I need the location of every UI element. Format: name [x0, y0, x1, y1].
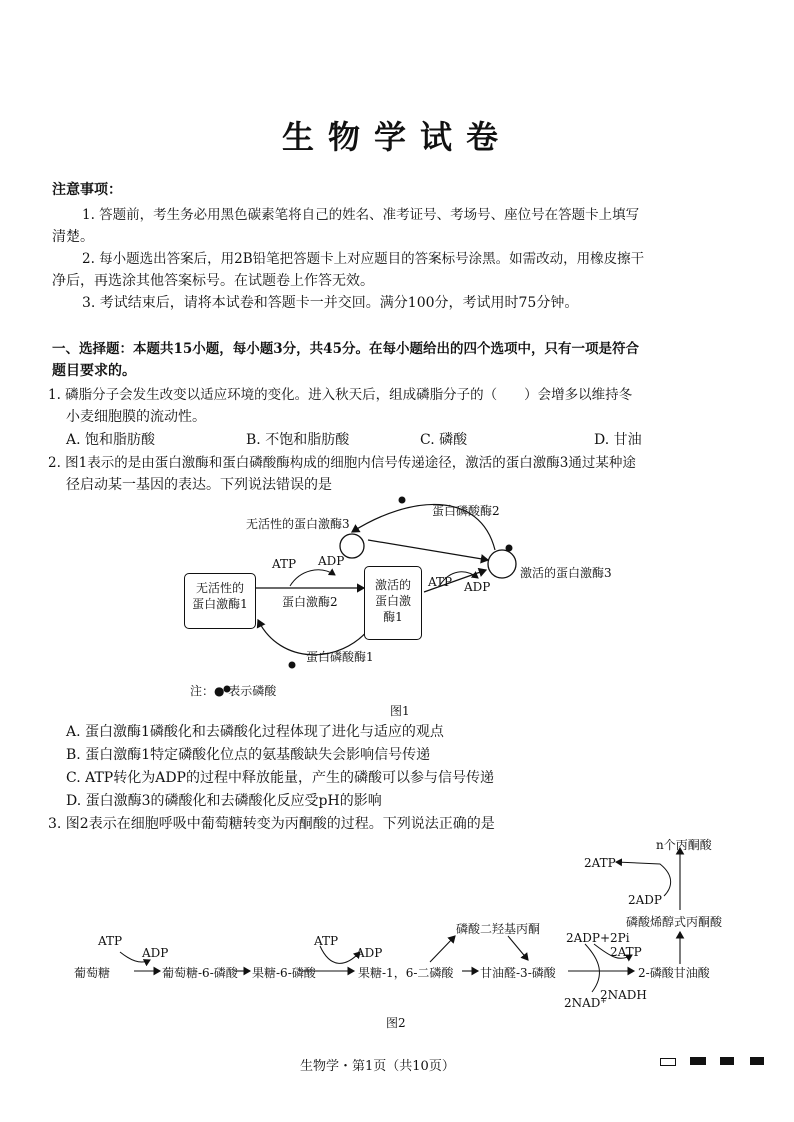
pyruvate-label: n个丙酮酸	[656, 838, 712, 852]
adp-label: ADP	[464, 580, 491, 594]
question-1-stem-cont: 小麦细胞膜的流动性。	[66, 409, 206, 425]
g6p-label: 葡萄糖-6-磷酸	[162, 966, 238, 980]
pep-label: 磷酸烯醇式丙酮酸	[626, 915, 723, 929]
page-marker	[750, 1057, 764, 1065]
question-2-stem-cont: 径启动某一基因的表达。下列说法错误的是	[66, 477, 332, 493]
kinase2-label: 蛋白激酶2	[282, 595, 338, 609]
notice-item: 1. 答题前，考生务必用黑色碳素笔将自己的姓名、准考证号、考场号、座位号在答题卡上填写	[82, 207, 640, 223]
glucose-label: 葡萄糖	[74, 966, 111, 980]
pg2-label: 2-磷酸甘油酸	[638, 966, 710, 980]
inactive-k3-label: 无活性的蛋白激酶3	[246, 517, 350, 531]
fbp-label: 果糖-1，6-二磷酸	[358, 966, 454, 980]
option-d: D. 甘油	[594, 432, 642, 448]
arrow-dhap-back	[508, 936, 528, 960]
option-c: C. ATP转化为ADP的过程中释放能量，产生的磷酸可以参与信号传递	[66, 770, 494, 786]
g3p-label: 甘油醛-3-磷酸	[480, 966, 556, 980]
notice-item: 净后，再选涂其他答案标号。在试题卷上作答无效。	[52, 273, 374, 289]
question-1-stem: 1. 磷脂分子会发生改变以适应环境的变化。进入秋天后，组成磷脂分子的（ ）会增多以维持冬	[48, 387, 633, 403]
active-k1-label: 酶1	[383, 610, 403, 624]
section-heading-cont: 题目要求的。	[52, 363, 136, 379]
arrow-nad	[585, 944, 599, 992]
atp-label: ATP	[314, 934, 339, 948]
question-2-stem: 2. 图1表示的是由蛋白激酶和蛋白磷酸酶构成的细胞内信号传递途径，激活的蛋白激酶3通过某种途	[48, 455, 636, 471]
option-b: B. 蛋白激酶1特定磷酸化位点的氨基酸缺失会影响信号传递	[66, 747, 431, 763]
page-footer: 生物学・第1页（共10页）	[300, 1059, 455, 1074]
atp-label: ATP	[272, 557, 297, 571]
active-k1-label: 蛋白激	[374, 594, 411, 608]
notice-heading: 注意事项：	[52, 182, 122, 198]
nadh-label: 2NADH	[600, 988, 647, 1002]
adp-label: ADP	[356, 946, 383, 960]
atp-label: ATP	[428, 575, 453, 589]
arrow-atp-adp	[320, 946, 360, 963]
option-d: D. 蛋白激酶3的磷酸化和去磷酸化反应受pH的影响	[66, 793, 382, 809]
option-b: B. 不饱和脂肪酸	[246, 432, 350, 448]
inactive-k1-label: 无活性的	[195, 581, 244, 595]
page-marker	[660, 1058, 676, 1066]
adp-label: ADP	[318, 554, 345, 568]
question-3-stem: 3. 图2表示在细胞呼吸中葡萄糖转变为丙酮酸的过程。下列说法正确的是	[48, 816, 495, 832]
figure-2-caption: 图2	[386, 1016, 406, 1030]
dhap-label: 磷酸二羟基丙酮	[456, 922, 541, 936]
arrow-dhap	[430, 936, 455, 962]
notice-item: 2. 每小题选出答案后，用2B铅笔把答题卡上对应题目的答案标号涂黑。如需改动，用橡皮擦干	[82, 251, 645, 267]
figure-1-note: 注：● 表示磷酸	[190, 684, 277, 698]
notice-item: 3. 考试结束后，请将本试卷和答题卡一并交回。满分100分，考试用时75分钟。	[82, 295, 579, 311]
phosphatase1-label: 蛋白磷酸酶1	[306, 650, 374, 664]
phosphatase2-label: 蛋白磷酸酶2	[432, 504, 500, 518]
page-marker	[720, 1057, 734, 1065]
page-marker	[690, 1057, 706, 1065]
active-k3-label: 激活的蛋白激酶3	[520, 566, 612, 580]
option-a: A. 饱和脂肪酸	[66, 432, 156, 448]
adp-label: 2ADP	[628, 893, 662, 907]
section-heading: 一、选择题：本题共15小题，每小题3分，共45分。在每小题给出的四个选项中，只有一项是符合	[52, 341, 639, 357]
f6p-label: 果糖-6-磷酸	[252, 966, 316, 980]
page-title: 生物学试卷	[281, 118, 512, 156]
notice-item: 清楚。	[52, 229, 94, 245]
inactive-k1-label: 蛋白激酶1	[192, 597, 248, 611]
atp-label: 2ATP	[610, 945, 642, 959]
atp-label: 2ATP	[584, 856, 616, 870]
adp-pi-label: 2ADP+2Pi	[566, 931, 630, 945]
option-a: A. 蛋白激酶1磷酸化和去磷酸化过程体现了进化与适应的观点	[66, 724, 444, 740]
nad-label: 2NAD⁺	[564, 996, 607, 1010]
arrow-adp-atp-top	[616, 862, 671, 896]
atp-label: ATP	[98, 934, 123, 948]
option-c: C. 磷酸	[420, 432, 468, 448]
adp-label: ADP	[142, 946, 169, 960]
active-k1-label: 激活的	[374, 578, 411, 592]
figure-1-caption: 图1	[390, 704, 410, 718]
